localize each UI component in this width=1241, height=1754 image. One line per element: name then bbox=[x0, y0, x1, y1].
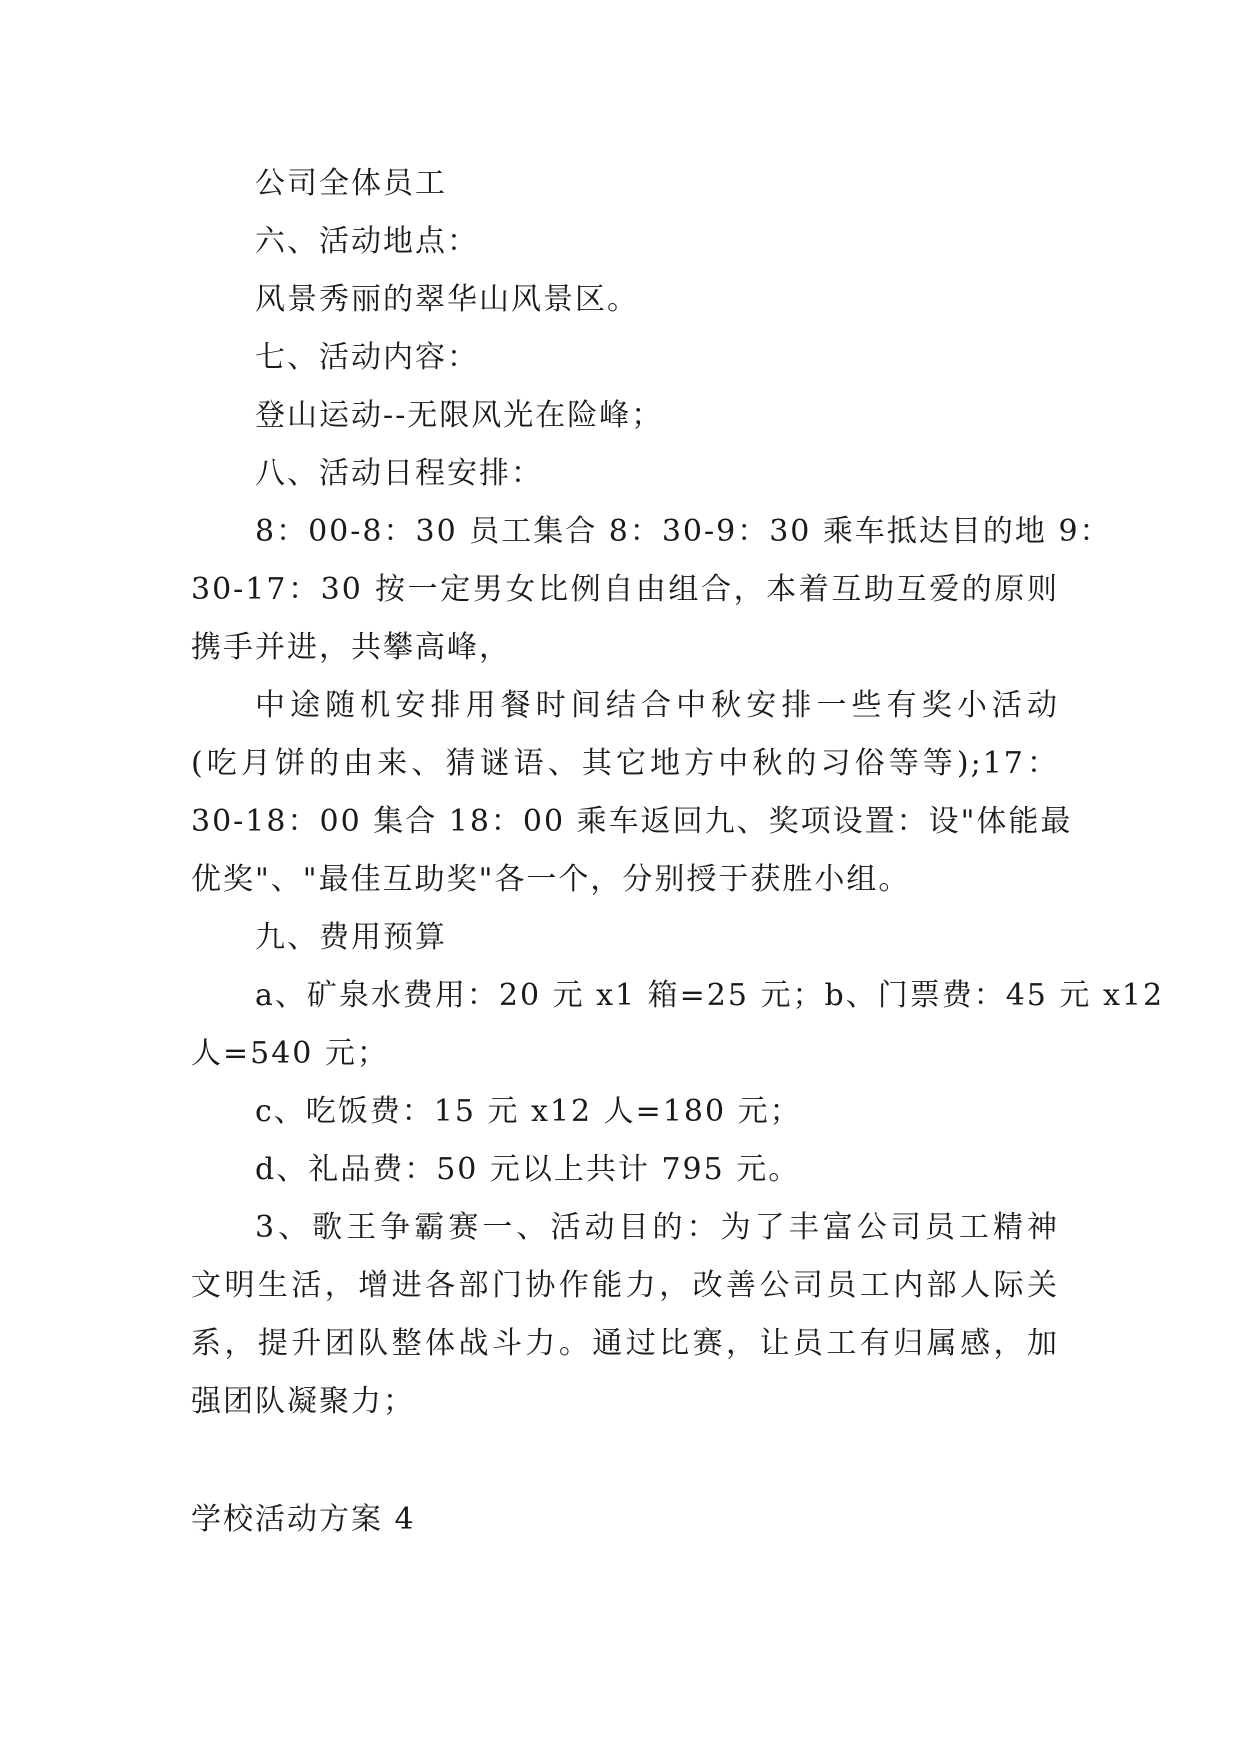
heading-activity-content: 七、活动内容： bbox=[255, 340, 479, 375]
text-line-participants: 公司全体员工 bbox=[255, 166, 447, 201]
text-line-schedule-3: 携手并进，共攀高峰， bbox=[191, 630, 511, 665]
text-line-budget-a: a、矿泉水费用：20 元 x1 箱=25 元；b、门票费：45 元 x12 bbox=[255, 978, 1165, 1013]
text-line-singing-4: 强团队凝聚力； bbox=[191, 1384, 415, 1419]
text-line-midway-2: (吃月饼的由来、猜谜语、其它地方中秋的习俗等等);17： bbox=[191, 746, 1059, 781]
text-line-schedule-1: 8：00-8：30 员工集合 8：30-9：30 乘车抵达目的地 9： bbox=[255, 514, 1112, 549]
text-line-budget-c: c、吃饭费：15 元 x12 人=180 元； bbox=[255, 1094, 802, 1129]
text-line-budget-d: d、礼品费：50 元以上共计 795 元。 bbox=[255, 1152, 801, 1187]
text-line-schedule-2: 30-17：30 按一定男女比例自由组合，本着互助互爱的原则 bbox=[191, 572, 1059, 607]
text-line-midway-1: 中途随机安排用餐时间结合中秋安排一些有奖小活动 bbox=[255, 688, 1059, 723]
text-line-content: 登山运动--无限风光在险峰； bbox=[255, 398, 664, 433]
heading-activity-schedule: 八、活动日程安排： bbox=[255, 456, 543, 491]
heading-budget: 九、费用预算 bbox=[255, 920, 447, 955]
text-line-location: 风景秀丽的翠华山风景区。 bbox=[255, 282, 639, 317]
text-line-budget-a-cont: 人=540 元； bbox=[191, 1036, 389, 1071]
section-title: 学校活动方案 4 bbox=[191, 1502, 416, 1537]
text-line-singing-1: 3、歌王争霸赛一、活动目的：为了丰富公司员工精神 bbox=[255, 1210, 1059, 1245]
text-line-singing-2: 文明生活，增进各部门协作能力，改善公司员工内部人际关 bbox=[191, 1268, 1059, 1303]
text-line-midway-3: 30-18：00 集合 18：00 乘车返回九、奖项设置：设"体能最 bbox=[191, 804, 1073, 839]
text-line-midway-4: 优奖"、"最佳互助奖"各一个，分别授于获胜小组。 bbox=[191, 862, 911, 897]
text-line-singing-3: 系，提升团队整体战斗力。通过比赛，让员工有归属感，加 bbox=[191, 1326, 1059, 1361]
heading-activity-location: 六、活动地点： bbox=[255, 224, 479, 259]
